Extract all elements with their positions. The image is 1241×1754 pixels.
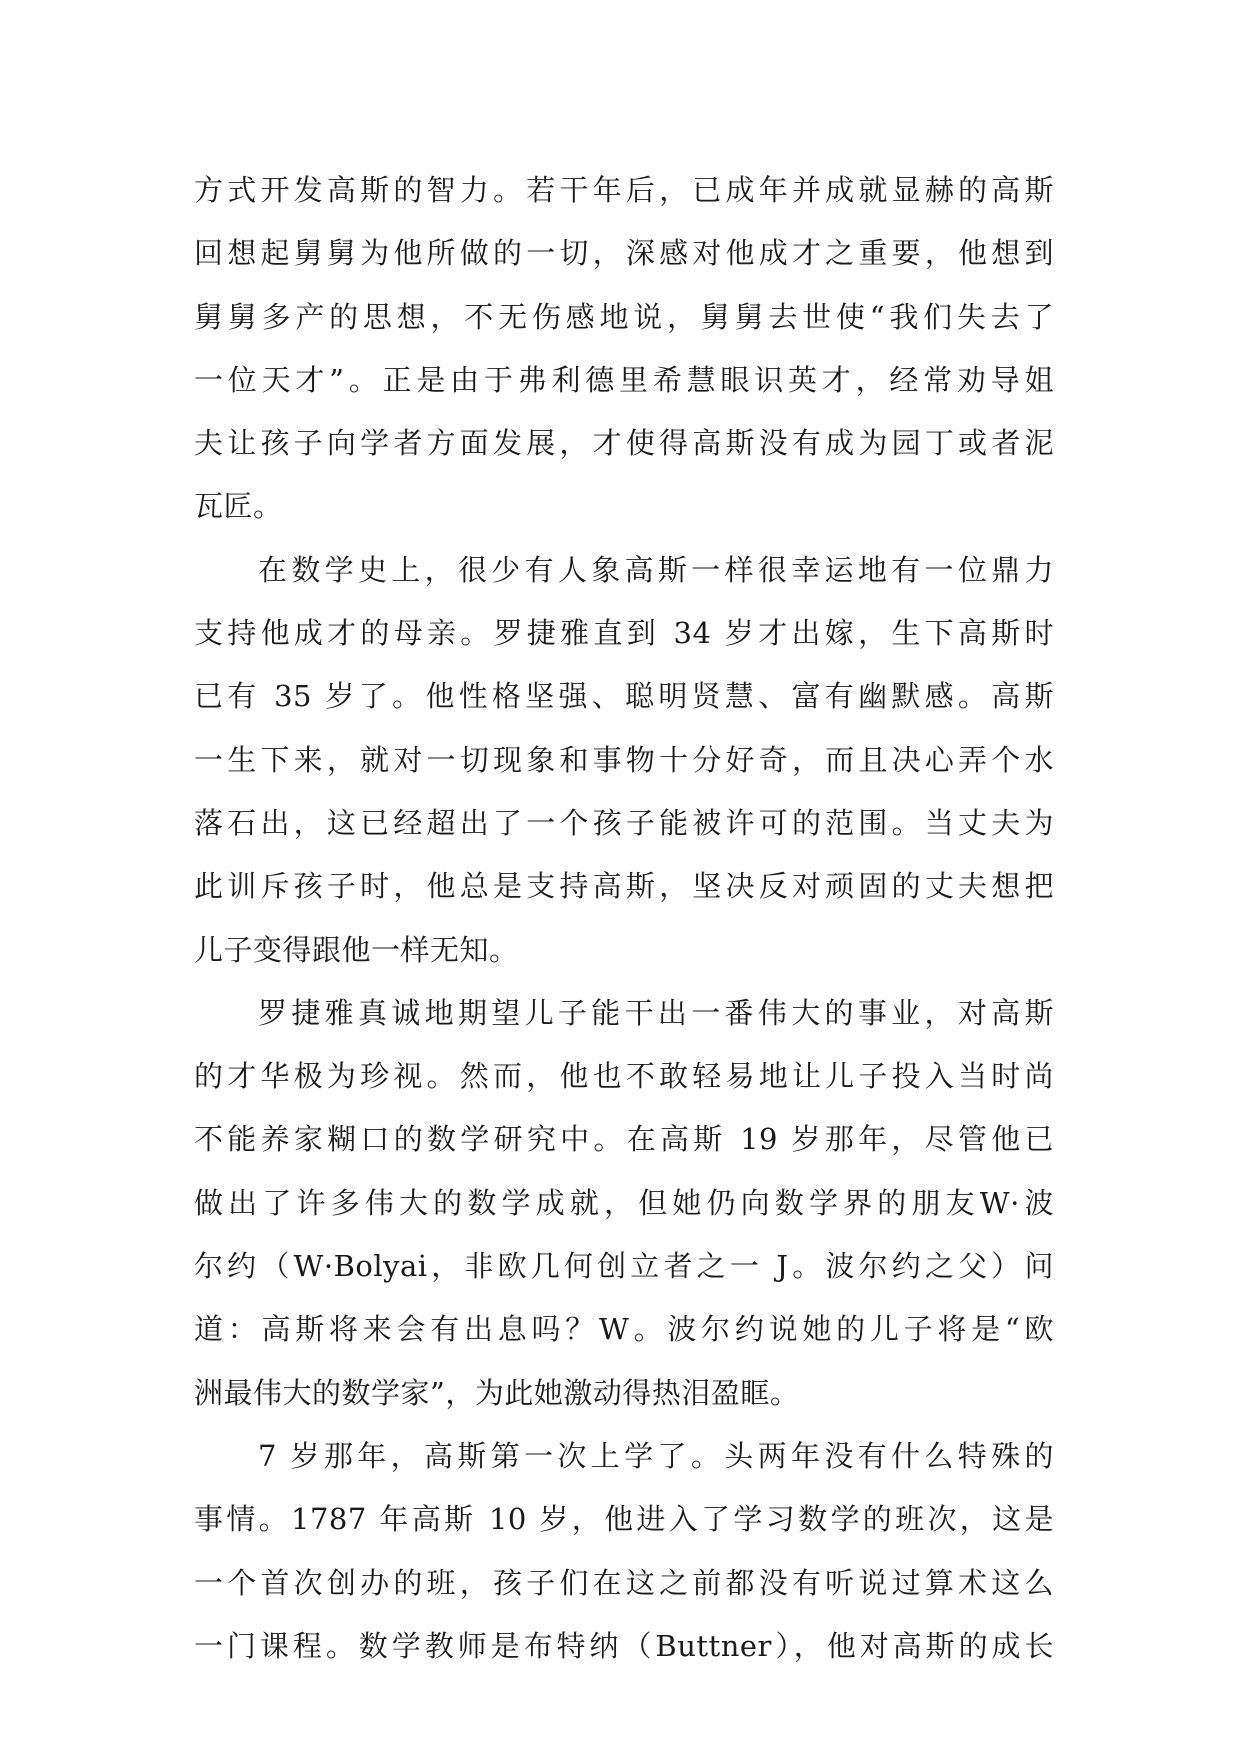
text-line: 舅舅多产的思想，不无伤感地说，舅舅去世使“我们失去了 <box>194 299 1054 334</box>
text-line: 不能养家糊口的数学研究中。在高斯 19 岁那年，尽管他已 <box>194 1122 1054 1157</box>
text-line: 一位天才”。正是由于弗利德里希慧眼识英才，经常劝导姐 <box>194 362 1054 397</box>
text-line: 一门课程。数学教师是布特纳（Buttner），他对高斯的成长 <box>194 1628 1054 1663</box>
text-line: 支持他成才的母亲。罗捷雅直到 34 岁才出嫁，生下高斯时 <box>194 616 1054 651</box>
text-line: 儿子变得跟他一样无知。 <box>194 932 519 967</box>
paragraph-first-line: 7 岁那年，高斯第一次上学了。头两年没有什么特殊的 <box>258 1438 1054 1473</box>
text-line: 此训斥孩子时，他总是支持高斯，坚决反对顽固的丈夫想把 <box>194 869 1054 904</box>
body-text <box>194 159 1054 1678</box>
text-line: 回想起舅舅为他所做的一切，深感对他成才之重要，他想到 <box>194 236 1054 271</box>
text-line: 已有 35 岁了。他性格坚强、聪明贤慧、富有幽默感。高斯 <box>194 679 1054 714</box>
paragraph-first-line: 罗捷雅真诚地期望儿子能干出一番伟大的事业，对高斯 <box>258 995 1054 1030</box>
text-line: 道：高斯将来会有出息吗？W。波尔约说她的儿子将是“欧 <box>194 1312 1054 1347</box>
text-line: 的才华极为珍视。然而，他也不敢轻易地让儿子投入当时尚 <box>194 1059 1054 1094</box>
text-line: 做出了许多伟大的数学成就，但她仍向数学界的朋友W·波 <box>194 1185 1054 1220</box>
text-line: 方式开发高斯的智力。若干年后，已成年并成就显赫的高斯 <box>194 173 1054 207</box>
text-line: 落石出，这已经超出了一个孩子能被许可的范围。当丈夫为 <box>194 805 1054 840</box>
text-line: 事情。1787 年高斯 10 岁，他进入了学习数学的班次，这是 <box>194 1502 1054 1537</box>
text-line: 夫让孩子向学者方面发展，才使得高斯没有成为园丁或者泥 <box>194 426 1054 461</box>
paragraph-first-line: 在数学史上，很少有人象高斯一样很幸运地有一位鼎力 <box>258 552 1054 587</box>
text-line: 一生下来，就对一切现象和事物十分好奇，而且决心弄个水 <box>194 742 1054 777</box>
text-line: 尔约（W·Bolyai，非欧几何创立者之一 J。波尔约之父）问 <box>194 1249 1054 1284</box>
text-line: 洲最伟大的数学家”，为此她激动得热泪盈眶。 <box>194 1375 800 1410</box>
text-line: 一个首次创办的班，孩子们在这之前都没有听说过算术这么 <box>194 1565 1054 1600</box>
text-line: 瓦匠。 <box>194 489 283 524</box>
